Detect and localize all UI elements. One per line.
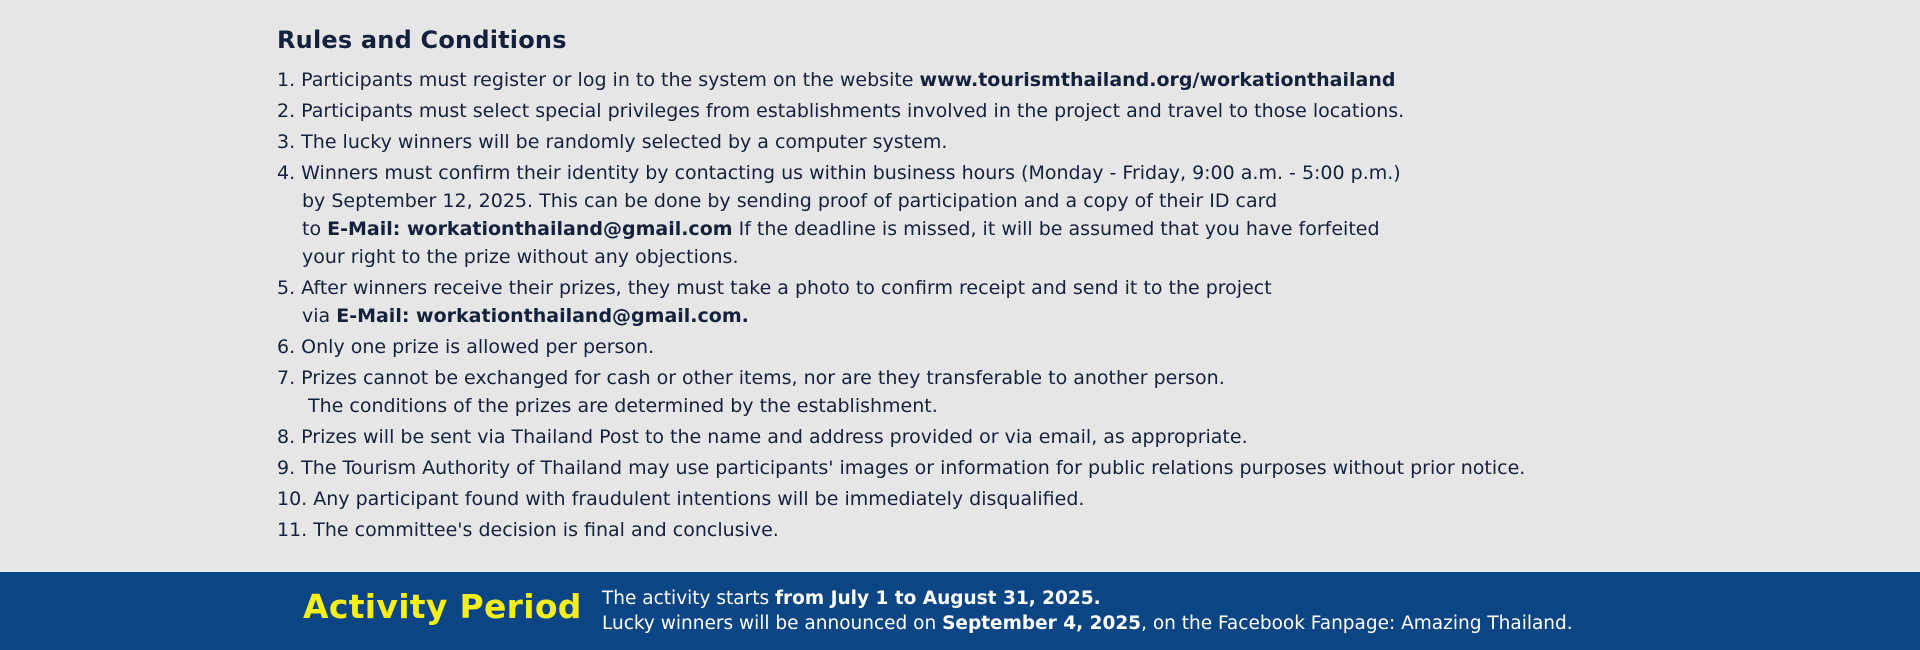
- rule-5-email: E-Mail: workationthailand@gmail.com.: [336, 305, 749, 327]
- rules-title: Rules and Conditions: [277, 26, 567, 54]
- rule-7-line-1: 7. Prizes cannot be exchanged for cash or other items, nor are they transferable to another person.: [277, 367, 1225, 389]
- rule-4-line-4: your right to the prize without any objections.: [302, 246, 739, 268]
- activity-start-pre: The activity starts: [602, 588, 775, 609]
- rule-4-line-2: by September 12, 2025. This can be done by sending proof of participation and a copy of their ID card: [302, 190, 1278, 212]
- rule-4-email: E-Mail: workationthailand@gmail.com: [327, 218, 733, 240]
- rule-1: [277, 66, 1877, 94]
- announce-pre: Lucky winners will be announced on: [602, 613, 943, 634]
- rule-11: 11. The committee's decision is final and conclusive.: [277, 519, 779, 541]
- rule-4: [277, 159, 1877, 271]
- rules-list: [277, 66, 1877, 544]
- rule-10: 10. Any participant found with fraudulent intentions will be immediately disqualified.: [277, 488, 1085, 510]
- activity-start-line: [602, 586, 1573, 611]
- announce-date: September 4, 2025: [942, 613, 1142, 634]
- activity-dates: from July 1 to August 31, 2025.: [774, 588, 1101, 609]
- rule-4-line-3-post: If the deadline is missed, it will be assumed that you have forfeited: [732, 218, 1380, 240]
- rule-9: 9. The Tourism Authority of Thailand may use participants' images or information for public relations purposes without prior notice.: [277, 457, 1526, 479]
- rule-4-line-3: [277, 215, 1877, 243]
- rule-5-line-1: 5. After winners receive their prizes, they must take a photo to confirm receipt and send it to the project: [277, 277, 1272, 299]
- rule-5-line-2: [277, 302, 1877, 330]
- rule-4-line-3-pre: to: [302, 218, 328, 240]
- activity-period-title: Activity Period: [303, 587, 582, 626]
- rule-1-website: www.tourismthailand.org/workationthailand: [919, 69, 1396, 91]
- rule-7-line-2: The conditions of the prizes are determined by the establishment.: [308, 395, 938, 417]
- winners-announce-line: [602, 611, 1573, 636]
- rule-2: 2. Participants must select special privileges from establishments involved in the project and travel to those locations.: [277, 100, 1405, 122]
- rule-7: [277, 364, 1877, 420]
- rules-section: [277, 26, 1877, 547]
- activity-period-info: [602, 586, 1573, 636]
- rule-3: 3. The lucky winners will be randomly selected by a computer system.: [277, 131, 948, 153]
- rule-5: [277, 274, 1877, 330]
- rule-8: 8. Prizes will be sent via Thailand Post to the name and address provided or via email, as appropriate.: [277, 426, 1248, 448]
- rule-6: 6. Only one prize is allowed per person.: [277, 336, 655, 358]
- activity-period-banner: [0, 572, 1920, 650]
- rule-1-text: 1. Participants must register or log in to the system on the website: [277, 69, 920, 91]
- announce-post: , on the Facebook Fanpage: Amazing Thailand.: [1141, 613, 1573, 634]
- rule-4-line-1: 4. Winners must confirm their identity by contacting us within business hours (Monday - Friday, 9:00 a.m. - 5:00 p.m.): [277, 162, 1401, 184]
- rule-5-line-2-pre: via: [302, 305, 337, 327]
